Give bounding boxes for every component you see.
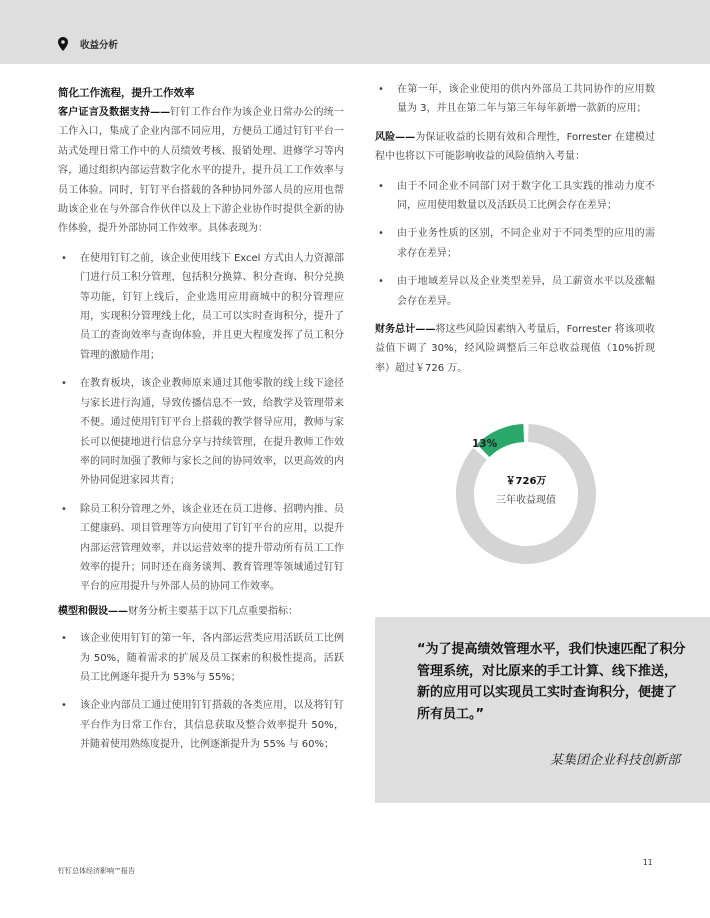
bullet-dot: •	[61, 252, 67, 264]
model-paragraph	[58, 602, 344, 621]
quote-box	[375, 617, 710, 803]
right-column	[375, 80, 655, 388]
list-item: • 该企业内部员工通过使用钉钉搭载的各类应用，以及将钉钉平台作为日常工作台，其信息获取及整合效率提升 50%，并随着使用熟练度提升，比例逐渐提升为 55% 与 60%；	[58, 696, 344, 754]
location-pin-icon	[58, 37, 68, 51]
risk-paragraph	[375, 128, 655, 167]
summary-paragraph	[375, 320, 655, 378]
bullet-dot: •	[378, 84, 384, 95]
bullet-dot: •	[378, 180, 384, 192]
bullet-dot: •	[61, 378, 67, 390]
risk-label: 风险——	[375, 131, 416, 143]
header-bar	[0, 0, 710, 64]
assumption-list	[375, 80, 655, 119]
model-label: 模型和假设——	[58, 605, 128, 617]
bullet-dot: •	[61, 700, 67, 712]
list-item: • 该企业使用钉钉的第一年，各内部运营类应用活跃员工比例为 50%，随着需求的扩展及员工探索的积极性提高，活跃员工比例逐年提升为 53%与 55%；	[58, 629, 344, 687]
quote-text: “为了提高绩效管理水平，我们快速匹配了积分管理系统，对比原来的手工计算、线下推送，新的应用可以实现员工实时查询积分，便捷了所有员工。”	[417, 642, 686, 722]
section-title: 收益分析	[80, 40, 119, 51]
list-item: • 除员工积分管理之外，该企业还在员工进修、招聘内推、员工健康码、项目管理等方向使用了钉钉平台的应用，以提升内部运营管理效率，并以运营效率的提升带动所有员工工作效率的提升；同时还在商务谈判、教育管理等领域通过钉钉平台的应用提升与外部人员的协同工作效率。	[58, 500, 344, 597]
list-item: • 由于不同企业不同部门对于数字化工具实践的推动力度不同，应用使用数量以及活跃员工比例会存在差异；	[375, 177, 655, 216]
list-item: • 在教育板块，该企业教师原来通过其他零散的线上线下途径与家长进行沟通，导致传播信息不一致，给教学及管理带来不便。通过使用钉钉平台上搭载的教学督导应用，教师与家长可以便捷地进行信息分享与持续管理，在提升教师工作效率的同时加强了教师与家长之间的协同效率，以更高效的内外协同促进家园共育；	[58, 374, 344, 490]
page-number: 11	[643, 858, 653, 867]
bullet-dot: •	[378, 276, 384, 288]
benefit-list	[58, 249, 344, 597]
donut-chart	[456, 424, 596, 564]
section-heading: 简化工作流程，提升工作效率	[58, 87, 195, 99]
list-item: • 由于地域差异以及企业类型差异，员工薪资水平以及涨幅会存在差异。	[375, 272, 655, 311]
list-item: • 由于业务性质的区别，不同企业对于不同类型的应用的需求存在差异；	[375, 224, 655, 263]
bullet-dot: •	[61, 503, 67, 515]
intro-label: 客户证言及数据支持——	[58, 107, 171, 118]
quote-attribution: 某集团企业科技创新部	[549, 753, 680, 768]
intro-paragraph	[58, 103, 344, 239]
model-text: 财务分析主要基于以下几点重要指标：	[128, 605, 298, 617]
model-list	[58, 629, 344, 754]
donut-percent-label: 13%	[472, 438, 498, 450]
risk-list	[375, 177, 655, 311]
list-item: • 在使用钉钉之前，该企业使用线下 Excel 方式由人力资源部门进行员工积分管理，包括积分换算、积分查询、积分兑换等功能，钉钉上线后，企业选用应用商城中的积分管理应用，实现积分管理线上化，员工可以实时查询积分，提升了员工的查询效率与查询体验，并且更大程度发挥了员工积分管理的激励作用；	[58, 249, 344, 365]
bullet-dot: •	[61, 633, 67, 645]
footer-report-name: 钉钉总体经济影响™报告	[58, 867, 135, 875]
donut-caption: 三年收益现值	[496, 495, 556, 506]
list-item: • 在第一年，该企业使用的供内外部员工共同协作的应用数量为 3，并且在第二年与第三年每年新增一款新的应用；	[375, 80, 655, 119]
summary-text: 将这些风险因素纳入考量后，Forrester 将该项收益值下调了 30%，经风险调整后三年总收益现值（10%折现率）超过￥726 万。	[375, 324, 655, 374]
left-column	[58, 80, 344, 764]
donut-value-label: ￥726万	[505, 476, 547, 487]
bullet-dot: •	[378, 228, 384, 240]
intro-text: 钉钉工作台作为该企业日常办公的统一工作入口，集成了企业内部不同应用，方便员工通过钉钉平台一站式处理日常工作中的人员绩效考核、报销处理、进修学习等内容，通过组织内部运营数字化水平的提升，提升员工工作效率与员工体验。同时，钉钉平台搭载的各种协同外部人员的应用也帮助该企业在与外部合作伙伴以及上下游企业协作时提供全新的协作体验，提升外部协同工作效率。具体表现为：	[58, 107, 345, 235]
risk-text: 为保证收益的长期有效和合理性，Forrester 在建模过程中也将以下可能影响收益的风险值纳入考量：	[375, 131, 656, 163]
summary-label: 财务总计——	[375, 324, 436, 336]
